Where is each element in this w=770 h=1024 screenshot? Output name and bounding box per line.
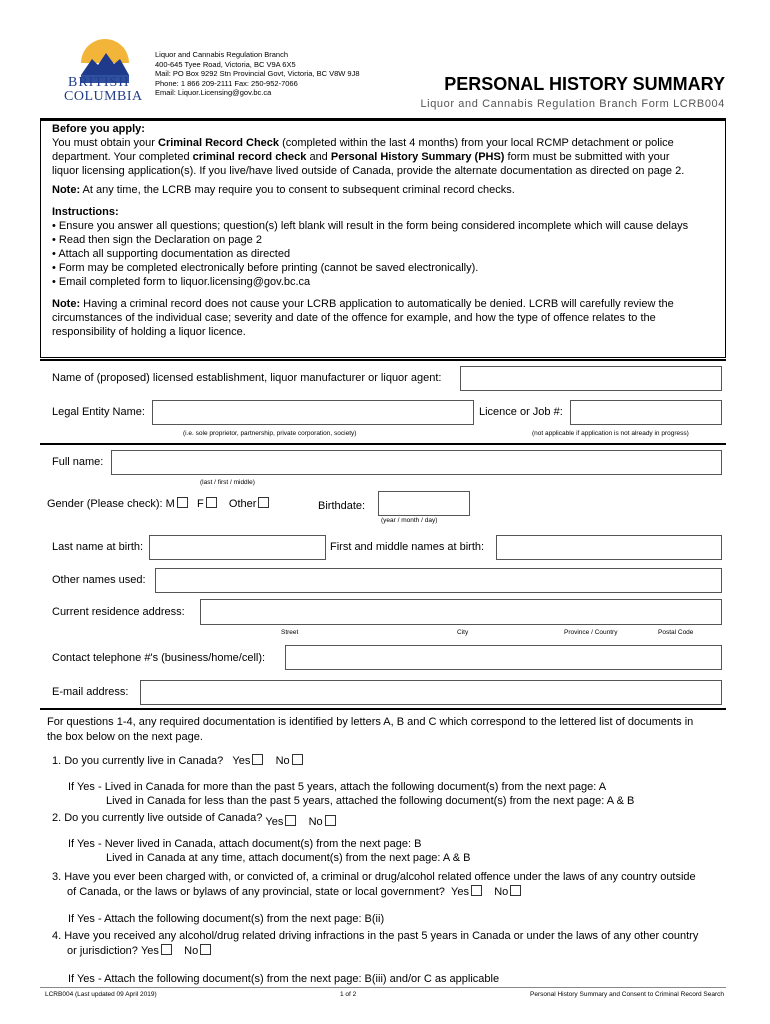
question-text: 1. Do you currently live in Canada? xyxy=(52,755,224,767)
instruction-item: • Attach all supporting documentation as directed xyxy=(52,248,291,260)
residence-label: Current residence address: xyxy=(52,606,185,618)
form-title: PERSONAL HISTORY SUMMARY xyxy=(444,74,725,94)
residence-input[interactable] xyxy=(200,599,722,625)
full-name-hint: (last / first / middle) xyxy=(200,479,255,486)
q1-if-yes-1: If Yes - Lived in Canada for more than the past 5 years, attach the following document(s) from the next page: A xyxy=(68,781,607,793)
gender-label: Gender (Please check): M xyxy=(47,498,175,510)
text: (completed within the last 4 months) from your local RCMP detachment or police xyxy=(279,137,674,149)
q3-if-yes: If Yes - Attach the following document(s) from the next page: B(ii) xyxy=(68,913,385,925)
address-line: Phone: 1 866 209-2111 Fax: 250-952-7066 xyxy=(155,78,298,88)
legal-entity-hint: (i.e. sole proprietor, partnership, private corporation, society) xyxy=(183,430,357,437)
before-apply-heading: Before you apply: xyxy=(52,123,145,135)
gender-other-label: Other xyxy=(228,498,257,510)
establishment-input[interactable] xyxy=(460,366,722,391)
question-2 xyxy=(52,811,336,828)
note-text: circumstances of the individual case; severity and date of the offence for example, and how the type of offence relates to the xyxy=(52,312,656,324)
licence-label: Licence or Job #: xyxy=(479,406,563,418)
birthdate-label: Birthdate: xyxy=(318,500,366,512)
questions-intro-line: the box below on the next page. xyxy=(47,731,203,743)
question-1 xyxy=(52,754,303,767)
bc-logo xyxy=(62,35,147,105)
first-middle-birth-input[interactable] xyxy=(496,535,722,560)
q2-if-yes-2: Lived in Canada at any time, attach document(s) from the next page: A & B xyxy=(106,852,471,864)
full-name-label: Full name: xyxy=(52,456,104,468)
footer-title: Personal History Summary and Consent to Criminal Record Search xyxy=(530,991,724,998)
before-apply-line: liquor licensing application(s). If you live/have lived outside of Canada, provide the alternate documentation as directed on page 2. xyxy=(52,165,685,177)
questions-intro xyxy=(47,715,693,745)
birthdate-hint: (year / month / day) xyxy=(381,517,438,524)
address-line: Mail: PO Box 9292 Stn Provincial Govt, Victoria, BC V8W 9J8 xyxy=(155,69,360,79)
province-hint: Province / Country xyxy=(564,629,618,636)
instructions-heading: Instructions: xyxy=(52,206,119,218)
note-label: Note: xyxy=(52,184,81,196)
before-apply-line xyxy=(52,150,688,164)
text: Criminal Record Check xyxy=(158,137,280,149)
text: You must obtain your xyxy=(52,137,158,149)
gender-f-label: F xyxy=(196,498,204,510)
street-hint: Street xyxy=(281,629,299,636)
question-text: of Canada, or the laws or bylaws of any provincial, state or local government? xyxy=(67,886,445,898)
address-line: 400-645 Tyee Road, Victoria, BC V9A 6X5 xyxy=(155,59,296,69)
q2-if-yes-1: If Yes - Never lived in Canada, attach document(s) from the next page: B xyxy=(68,838,422,850)
note-text: responsibility of holding a liquor licence. xyxy=(52,326,246,338)
other-names-input[interactable] xyxy=(155,568,722,593)
full-name-input[interactable] xyxy=(111,450,722,475)
instruction-item: • Ensure you answer all questions; question(s) left blank will result in the form being considered incomplete which will cause delays xyxy=(52,220,689,232)
footer-form-id: LCRB004 (Last updated 09 April 2019) xyxy=(45,991,157,998)
no-label: No xyxy=(494,886,509,898)
first-middle-birth-label: First and middle names at birth: xyxy=(330,541,485,553)
gender-other-checkbox[interactable] xyxy=(258,497,269,508)
postal-hint: Postal Code xyxy=(658,629,694,636)
question-4 xyxy=(52,929,698,959)
form-subtitle: Liquor and Cannabis Regulation Branch Form LCRB004 xyxy=(420,98,725,110)
gender-row xyxy=(47,497,269,510)
birthdate-input[interactable] xyxy=(378,491,470,516)
logo-text-columbia: COLUMBIA xyxy=(64,89,143,104)
q1-no-checkbox[interactable] xyxy=(292,754,303,765)
logo-text-british: BRITISH xyxy=(68,75,130,90)
no-label: No xyxy=(184,945,199,957)
q3-no-checkbox[interactable] xyxy=(510,885,521,896)
no-label: No xyxy=(308,816,323,828)
instruction-item: • Read then sign the Declaration on page 2 xyxy=(52,234,262,246)
note-text: At any time, the LCRB may require you to consent to subsequent criminal record checks. xyxy=(80,184,515,196)
q4-yes-checkbox[interactable] xyxy=(161,944,172,955)
address-line: Email: Liquor.Licensing@gov.bc.ca xyxy=(155,88,272,98)
text: Personal History Summary (PHS) xyxy=(330,151,505,163)
question-text: or jurisdiction? xyxy=(67,945,138,957)
text: form must be submitted with your xyxy=(504,151,670,163)
q2-yes-checkbox[interactable] xyxy=(285,815,296,826)
address-line: Liquor and Cannabis Regulation Branch xyxy=(155,50,289,59)
footer-divider xyxy=(40,987,726,988)
yes-label: Yes xyxy=(265,816,284,828)
before-apply-line xyxy=(52,136,688,150)
q1-if-yes-2: Lived in Canada for less than the past 5 years, attached the following document(s) from the next page: A & B xyxy=(106,795,635,807)
text: criminal record check xyxy=(192,151,307,163)
q4-no-checkbox[interactable] xyxy=(200,944,211,955)
note-2 xyxy=(52,297,688,311)
branch-address xyxy=(155,50,360,98)
email-input[interactable] xyxy=(140,680,722,705)
last-name-birth-input[interactable] xyxy=(149,535,326,560)
yes-label: Yes xyxy=(140,945,159,957)
phone-input[interactable] xyxy=(285,645,722,670)
question-3 xyxy=(52,870,696,900)
divider xyxy=(40,443,726,445)
text: and xyxy=(306,151,331,163)
q3-yes-checkbox[interactable] xyxy=(471,885,482,896)
instruction-item: • Form may be completed electronically before printing (cannot be saved electronically). xyxy=(52,262,479,274)
instruction-item: • Email completed form to liquor.licensing@gov.bc.ca xyxy=(52,276,311,288)
licence-hint: (not applicable if application is not already in progress) xyxy=(532,430,689,437)
questions-intro-line: For questions 1-4, any required documentation is identified by letters A, B and C which correspond to the lettered list of documents in xyxy=(47,716,694,728)
intro-content xyxy=(52,122,688,339)
note-label: Note: xyxy=(52,298,81,310)
city-hint: City xyxy=(457,629,469,636)
question-text: 3. Have you ever been charged with, or convicted of, a criminal or drug/alcohol related offence under the laws of any country outside xyxy=(52,871,696,883)
yes-label: Yes xyxy=(232,755,251,767)
gender-f-checkbox[interactable] xyxy=(206,497,217,508)
yes-label: Yes xyxy=(451,886,469,898)
note-text: Having a criminal record does not cause your LCRB application to automatically be denied. LCRB will carefully review the xyxy=(80,298,674,310)
question-text: 4. Have you received any alcohol/drug related driving infractions in the past 5 years in Canada or under the laws of any other country xyxy=(52,930,699,942)
note-1 xyxy=(52,183,688,197)
q4-if-yes: If Yes - Attach the following document(s) from the next page: B(iii) and/or C as applicable xyxy=(68,973,500,985)
q2-no-checkbox[interactable] xyxy=(325,815,336,826)
footer-page-number: 1 of 2 xyxy=(340,991,357,998)
divider xyxy=(40,359,726,361)
gender-m-checkbox[interactable] xyxy=(177,497,188,508)
establishment-label: Name of (proposed) licensed establishment, liquor manufacturer or liquor agent: xyxy=(52,372,442,384)
question-text: 2. Do you currently live outside of Canada? xyxy=(52,812,263,824)
email-label: E-mail address: xyxy=(52,686,129,698)
q1-yes-checkbox[interactable] xyxy=(252,754,263,765)
licence-input[interactable] xyxy=(570,400,722,425)
divider xyxy=(40,708,726,710)
text: department. Your completed xyxy=(52,151,193,163)
legal-entity-input[interactable] xyxy=(152,400,474,425)
other-names-label: Other names used: xyxy=(52,574,146,586)
legal-entity-label: Legal Entity Name: xyxy=(52,406,145,418)
phone-label: Contact telephone #'s (business/home/cell): xyxy=(52,652,266,664)
no-label: No xyxy=(275,755,290,767)
last-name-birth-label: Last name at birth: xyxy=(52,541,144,553)
